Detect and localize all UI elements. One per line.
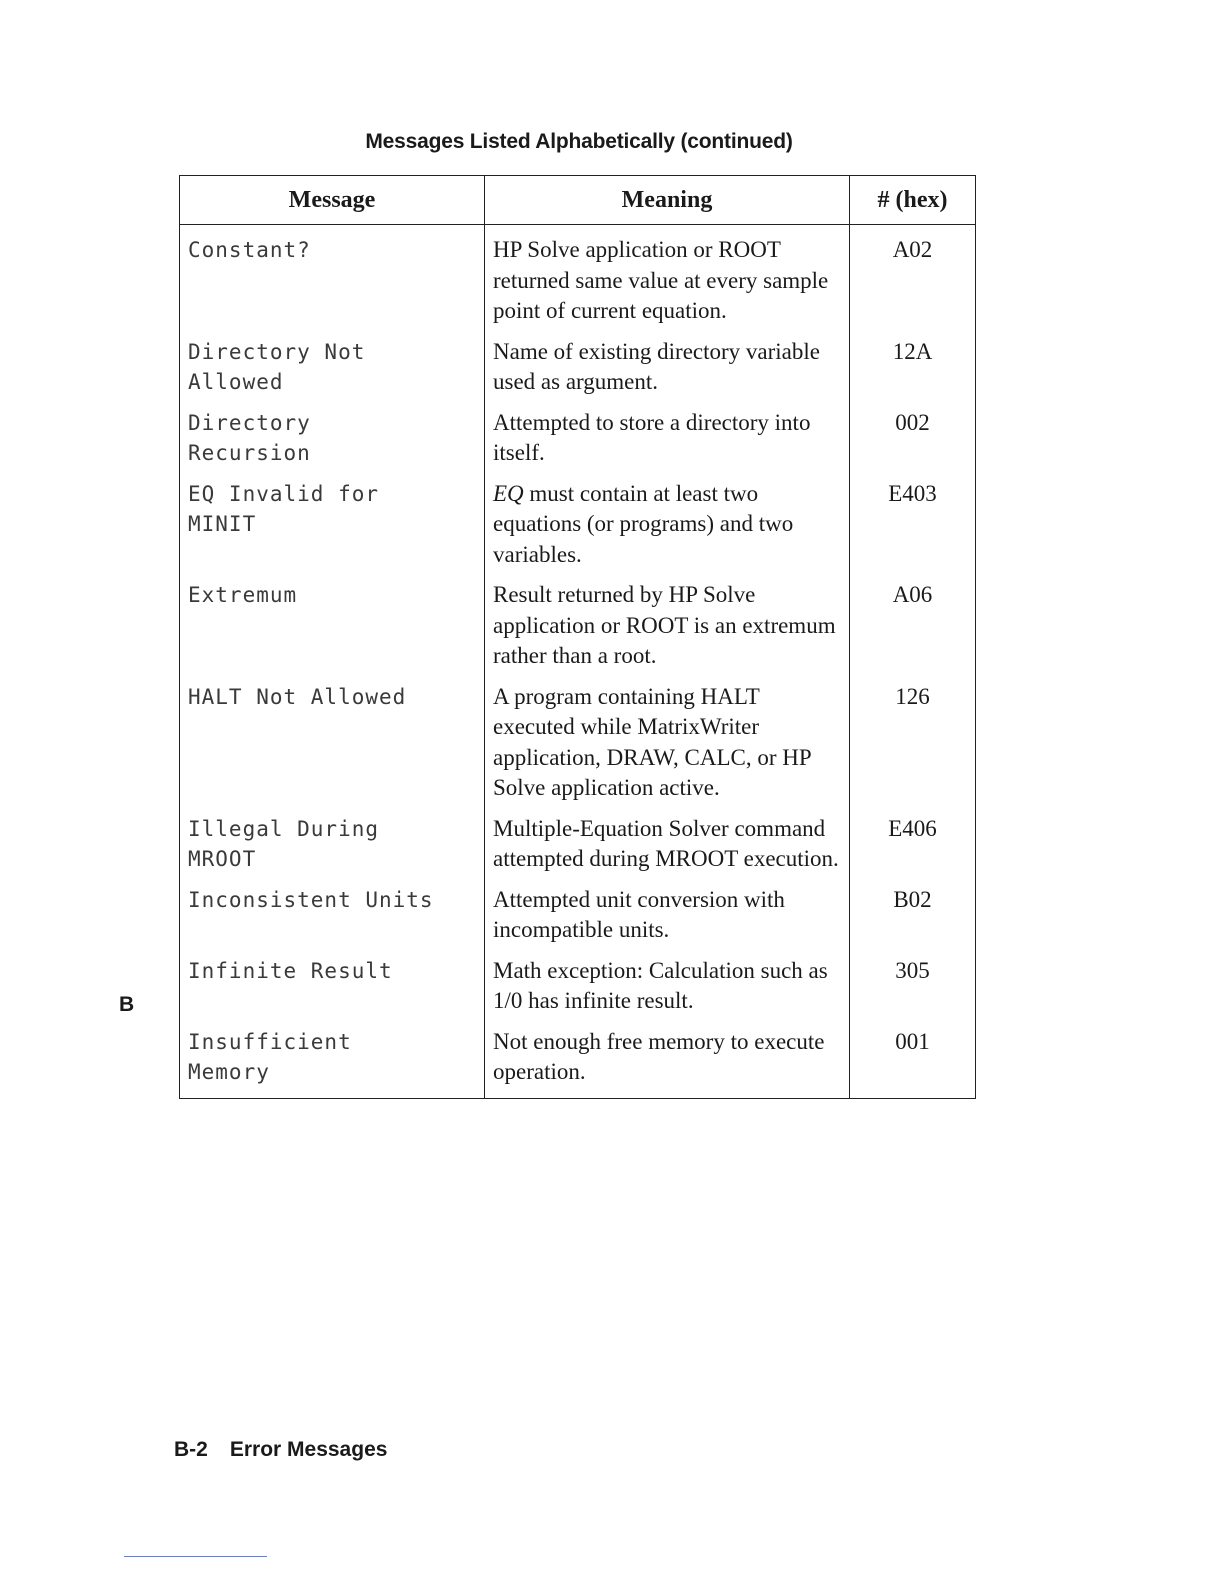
table-row	[180, 875, 976, 946]
table-row	[180, 327, 976, 398]
table-row	[180, 946, 976, 1017]
messages-table	[179, 175, 976, 1099]
table-row	[180, 1017, 976, 1099]
message-cell: Constant?	[180, 225, 485, 327]
meaning-cell: Not enough free memory to execute operation.	[485, 1017, 850, 1099]
table-row	[180, 570, 976, 672]
meaning-cell: Result returned by HP Solve application or ROOT is an extremum rather than a root.	[485, 570, 850, 672]
header-hex: # (hex)	[850, 176, 976, 225]
meaning-cell: Attempted to store a directory into itself.	[485, 398, 850, 469]
message-cell: Illegal During MROOT	[180, 804, 485, 875]
footer-section-title: Error Messages	[229, 1438, 388, 1461]
hex-cell: 305	[895, 957, 930, 983]
meaning-emphasis: EQ	[493, 480, 524, 506]
table-row	[180, 804, 976, 875]
page-title: Messages Listed Alphabetically (continued)	[365, 130, 793, 153]
hex-cell: 001	[895, 1028, 930, 1054]
hex-cell: B02	[893, 886, 932, 912]
footer-page-number: B-2	[174, 1438, 208, 1461]
hex-cell: E403	[888, 480, 937, 506]
message-cell: EQ Invalid for MINIT	[180, 469, 485, 571]
message-cell: Directory Not Allowed	[180, 327, 485, 398]
hex-cell: A02	[892, 237, 933, 262]
hex-cell: 002	[895, 409, 930, 435]
table-row	[180, 225, 976, 327]
table-row	[180, 469, 976, 571]
hex-cell: 126	[895, 683, 930, 709]
message-cell: Insufficient Memory	[180, 1017, 485, 1099]
meaning-cell	[485, 469, 850, 571]
table-row	[180, 398, 976, 469]
scan-artifact-line	[124, 1556, 267, 1557]
table-row	[180, 672, 976, 804]
header-meaning: Meaning	[485, 176, 850, 225]
meaning-cell: Multiple-Equation Solver command attempted during MROOT execution.	[485, 804, 850, 875]
appendix-margin-tab: B	[119, 993, 135, 1016]
message-cell: Directory Recursion	[180, 398, 485, 469]
meaning-cell: Name of existing directory variable used as argument.	[485, 327, 850, 398]
meaning-cell: HP Solve application or ROOT returned same value at every sample point of current equation.	[485, 225, 850, 327]
meaning-cell: Math exception: Calculation such as 1/0 has infinite result.	[485, 946, 850, 1017]
message-cell: Inconsistent Units	[180, 875, 485, 946]
hex-cell: A06	[892, 582, 933, 607]
header-message: Message	[180, 176, 485, 225]
hex-cell: 12A	[892, 338, 933, 364]
page-footer	[174, 1438, 387, 1462]
message-cell: Infinite Result	[180, 946, 485, 1017]
hex-cell: E406	[888, 815, 937, 841]
message-cell: HALT Not Allowed	[180, 672, 485, 804]
message-cell: Extremum	[180, 570, 485, 672]
meaning-cell: A program containing HALT executed while MatrixWriter application, DRAW, CALC, or HP Solve application active.	[485, 672, 850, 804]
table-header-row	[180, 176, 976, 225]
meaning-text: must contain at least two equations (or programs) and two variables.	[493, 480, 794, 567]
meaning-cell: Attempted unit conversion with incompatible units.	[485, 875, 850, 946]
